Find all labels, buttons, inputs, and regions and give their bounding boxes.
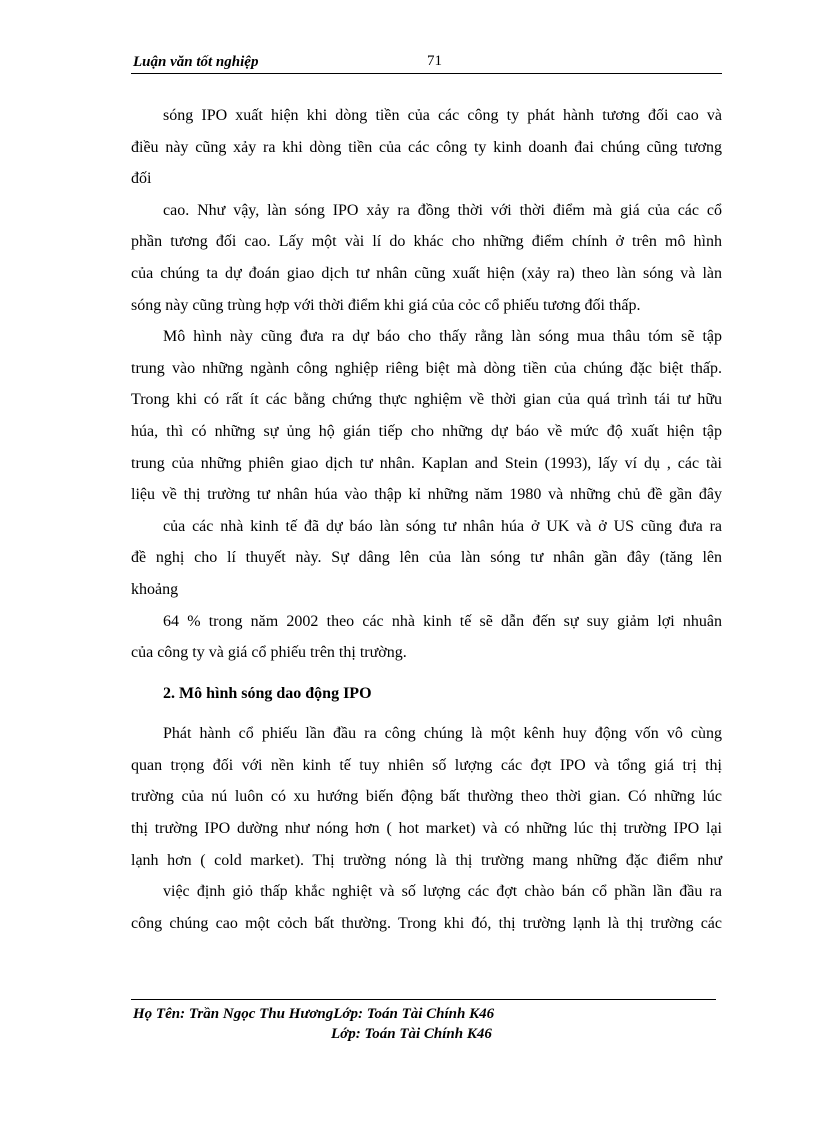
text-line: quan trọng đối với nền kinh tế tuy nhiên số lượng các đợt IPO và tổng giá trị thị bbox=[131, 756, 722, 774]
text-line: liệu về thị trường tư nhân húa vào thập kỉ những năm 1980 và những chủ đề gần đây bbox=[131, 486, 722, 504]
section-heading: 2. Mô hình sóng dao động IPO bbox=[163, 684, 372, 702]
text-line: của chúng ta dự đoán giao dịch tư nhân cũng xuất hiện (xảy ra) theo làn sóng và làn bbox=[131, 264, 722, 282]
footer-class: Lớp: Toán Tài Chính K46 bbox=[331, 1026, 492, 1042]
footer-author: Họ Tên: Trần Ngọc Thu HươngLớp: Toán Tài Chính K46 bbox=[133, 1006, 495, 1022]
text-line: đề nghị cho lí thuyết này. Sự dâng lên của làn sóng tư nhân gần đây (tăng lên bbox=[131, 549, 722, 567]
text-line: sóng IPO xuất hiện khi dòng tiền của các công ty phát hành tương đối cao và bbox=[163, 107, 722, 124]
page-header bbox=[131, 53, 722, 74]
page-footer bbox=[131, 999, 716, 1042]
text-line: việc định giỏ thấp khắc nghiệt và số lượng các đợt chào bán cổ phần lần đầu ra bbox=[163, 883, 722, 901]
text-line: cao. Như vậy, làn sóng IPO xảy ra đồng thời với thời điểm mà giá của các cổ bbox=[163, 201, 722, 219]
text-line: trung vào những ngành công nghiệp riêng biệt mà dòng tiền của chúng đặc biệt thấp. bbox=[131, 359, 722, 377]
text-line: trung của những phiên giao dịch tư nhân. Kaplan and Stein (1993), lấy ví dụ , các tài bbox=[131, 454, 722, 472]
text-line: lạnh hơn ( cold market). Thị trường nóng là thị trường mang những đặc điểm như bbox=[131, 851, 722, 869]
text-line: húa, thì có những sự ủng hộ gián tiếp cho những dự báo về mức độ xuất hiện tập bbox=[131, 422, 722, 440]
text-line: Phát hành cổ phiếu lần đầu ra công chúng là một kênh huy động vốn vô cùng bbox=[163, 725, 722, 743]
text-line: đối bbox=[131, 170, 152, 188]
text-line: phần tương đối cao. Lấy một vài lí do khác cho những điểm chính ở trên mô hình bbox=[131, 233, 722, 251]
text-line: thị trường IPO dường như nóng hơn ( hot market) và có những lúc thị trường IPO lại bbox=[131, 820, 722, 838]
text-line: sóng này cũng trùng hợp với thời điểm khi giá của cỏc cổ phiếu tương đối thấp. bbox=[131, 296, 641, 314]
text-line: công chúng cao một cỏch bất thường. Trong khi đó, thị trường lạnh là thị trường các bbox=[131, 914, 722, 932]
text-line: 64 % trong năm 2002 theo các nhà kinh tế sẽ dẫn đến sự suy giảm lợi nhuân bbox=[163, 612, 722, 630]
text-line: của công ty và giá cổ phiếu trên thị trường. bbox=[131, 644, 407, 662]
text-line: Trong khi có rất ít các bằng chứng thực nghiệm về thời gian của quá trình tái tư hữu bbox=[131, 391, 722, 409]
text-line: trường của nú luôn có xu hướng biến động bất thường theo thời gian. Có những lúc bbox=[131, 788, 722, 806]
body-text bbox=[131, 100, 722, 939]
header-title: Luận văn tốt nghiệp bbox=[133, 54, 259, 70]
text-line: Mô hình này cũng đưa ra dự báo cho thấy rằng làn sóng mua thâu tóm sẽ tập bbox=[163, 328, 722, 346]
text-line: của các nhà kinh tế đã dự báo làn sóng tư nhân húa ở UK và ở US cũng đưa ra bbox=[163, 517, 722, 535]
text-line: khoảng bbox=[131, 580, 179, 598]
page-number: 71 bbox=[427, 53, 442, 69]
text-line: điều này cũng xảy ra khi dòng tiền của các công ty kinh doanh đai chúng cũng tương bbox=[131, 138, 722, 156]
